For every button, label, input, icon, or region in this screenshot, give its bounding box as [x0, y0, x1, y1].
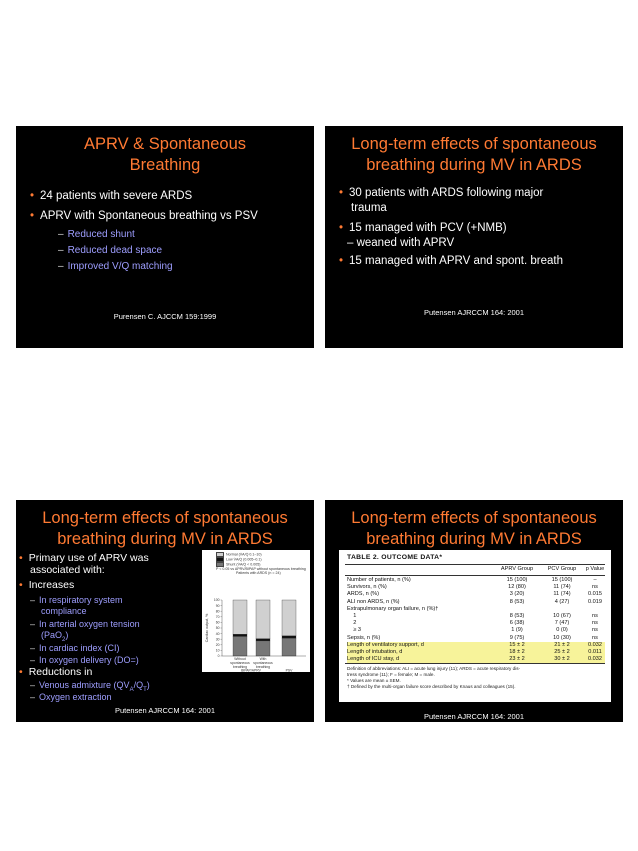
- table-cell: 0.032: [588, 641, 602, 648]
- bar-segment-shunt: [282, 638, 296, 656]
- legend-label: Low V̇A/Q̇ (0.005–0.1): [226, 557, 262, 562]
- table-cell: Number of patients, n (%): [347, 577, 411, 583]
- table-row: [347, 649, 605, 656]
- bar-segment-normal: [282, 600, 296, 636]
- table-cell: Length of ventilatory support, d: [347, 641, 424, 648]
- sub-bullet: – Oxygen extraction: [30, 692, 112, 702]
- y-tick-label: 100: [213, 598, 220, 603]
- chart-note: Patients with ARDS (n = 24): [236, 571, 281, 576]
- table-row: [347, 584, 605, 591]
- cat2-line2: spontaneous: [253, 661, 273, 665]
- sub-text: In respiratory system: [39, 595, 123, 605]
- table-row: [347, 620, 605, 627]
- bullet: • Primary use of APRV was: [19, 552, 149, 564]
- table-row: [347, 627, 605, 634]
- sub-text: Venous admixture (QV: [39, 680, 130, 690]
- sub-bullet: – Reduced shunt: [58, 229, 135, 240]
- y-tick-label: 90: [215, 603, 220, 608]
- citation: Purensen C. AJCCM 159:1999: [113, 312, 217, 321]
- citation: Putensen AJRCCM 164: 2001: [114, 706, 216, 715]
- sub-bullet: – In cardiac index (CI): [30, 643, 120, 653]
- cat1-line1: Without: [234, 657, 246, 661]
- table-cell: 4 (27): [554, 598, 570, 605]
- sub-bullet: – Reduced dead space: [58, 245, 163, 256]
- bar-segment-shunt: [256, 641, 270, 656]
- table-cell: 15 (100): [506, 577, 528, 583]
- bullet: • 24 patients with severe ARDS: [30, 190, 193, 202]
- bar-segment-low-v-a-q-: [282, 636, 296, 638]
- bullet: • 30 patients with ARDS following major: [339, 187, 544, 199]
- table-cell: ns: [592, 620, 598, 627]
- slide-1: [16, 126, 314, 348]
- table-cell: 0 (0): [556, 627, 568, 634]
- table-header-row: [347, 566, 605, 573]
- table-cell: 25 ± 2: [554, 649, 570, 655]
- header-cell: PCV Group: [547, 566, 577, 572]
- y-tick-label: 70: [215, 615, 220, 619]
- sub-text: /Q: [133, 680, 144, 690]
- bullet-text: 30 patients with ARDS following major: [349, 187, 544, 199]
- table-cell: ns: [592, 613, 598, 619]
- shunt-chart: [202, 550, 310, 672]
- bullet-continuation: [347, 236, 615, 250]
- bullet-text: 15 managed with PCV (+NMB): [349, 222, 507, 234]
- chart-note: P < 0.05 vs APRV/BIPAP without spontaneous breathing: [216, 567, 306, 571]
- subscript: 2: [62, 636, 66, 643]
- table-cell: 15 (100): [551, 577, 573, 583]
- sub-text: compliance: [41, 606, 87, 616]
- sub-text: ): [146, 680, 150, 690]
- table-row: [347, 613, 605, 620]
- title-line: Long-term effects of spontaneous: [351, 509, 597, 527]
- y-tick-label: 50: [215, 626, 220, 631]
- bullet-text: – weaned with APRV: [347, 237, 455, 249]
- y-tick-label: 60: [215, 620, 220, 625]
- table-cell: 0.011: [588, 649, 602, 655]
- table-cell: 21 ± 2: [554, 641, 570, 648]
- legend-label: Normal (V̇A/Q̇ 0.1–10): [226, 552, 262, 557]
- cat2-line1: With: [259, 657, 267, 661]
- table-cell: 6 (38): [509, 620, 525, 627]
- table-cell: Extrapulmonary organ failure, n (%)†: [347, 605, 439, 612]
- table-cell: 23 ± 2: [509, 656, 525, 663]
- table-cell: Survivors, n (%): [347, 584, 387, 591]
- slide-3-title: [16, 508, 314, 550]
- slide-1-title: [16, 134, 314, 176]
- table-cell: 10 (30): [553, 634, 571, 641]
- group1-label: BIPAP/APRV: [241, 668, 261, 672]
- sub-text: Improved V/Q matching: [67, 261, 173, 272]
- chart-ylabel: Cardiac output, %: [205, 613, 209, 643]
- outcome-table: [339, 550, 611, 702]
- header-cell: APRV Group: [500, 566, 534, 572]
- bar-segment-low-v-a-q-: [256, 639, 270, 641]
- bullet-text: Primary use of APRV was: [28, 552, 149, 564]
- table-cell: 30 ± 2: [554, 656, 570, 663]
- slide-2: [325, 126, 623, 348]
- y-tick-label: 40: [215, 631, 220, 636]
- bullet-text: trauma: [351, 202, 387, 214]
- footnote: † Defined by the multi-organ failure score described by Knaus and colleagues (15).: [347, 684, 516, 689]
- cat1-line2: spontaneous: [230, 661, 250, 665]
- table-cell: ≥ 3: [347, 627, 361, 634]
- title-line: APRV & Spontaneous: [83, 135, 247, 153]
- table-cell: 11 (74): [553, 591, 571, 598]
- title-line: breathing during MV in ARDS: [57, 530, 273, 548]
- sub-text: In oxygen delivery (DO=): [39, 655, 139, 665]
- sub-text: In cardiac index (CI): [39, 643, 120, 653]
- bullet-text: Reductions in: [28, 666, 93, 678]
- table-row: [347, 599, 605, 606]
- title-line: Long-term effects of spontaneous: [42, 509, 288, 527]
- table-cell: 8 (53): [509, 598, 525, 605]
- subscript: T: [143, 686, 147, 693]
- table-cell: Sepsis, n (%): [347, 634, 381, 641]
- footnote: tress syndrome (11); F = female; M = male.: [347, 672, 435, 677]
- bar-segment-normal: [233, 600, 247, 634]
- sub-bullet: – In arterial oxygen tension: [30, 619, 140, 629]
- sub-text: Reduced dead space: [67, 245, 163, 256]
- subscript: A: [129, 686, 134, 693]
- y-tick-label: 0: [217, 654, 220, 659]
- sub-text: ): [65, 630, 69, 640]
- bullet: • APRV with Spontaneous breathing vs PSV: [30, 210, 258, 222]
- footnote: * Values are mean ± SEM.: [347, 678, 401, 683]
- bullet: • Reductions in: [19, 666, 93, 678]
- sub-bullet: – In respiratory system: [30, 595, 123, 605]
- bar-segment-normal: [256, 600, 270, 639]
- table-cell: 11 (74): [553, 584, 571, 591]
- table-cell: ns: [592, 634, 598, 641]
- sub-bullet: – Improved V/Q matching: [58, 261, 173, 272]
- header-cell: p Value: [585, 566, 605, 572]
- table-cell: 9 (75): [509, 634, 525, 641]
- title-line: breathing during MV in ARDS: [366, 530, 582, 548]
- table-cell: ns: [592, 584, 598, 591]
- bullet-text: 24 patients with severe ARDS: [40, 190, 193, 202]
- bar-segment-shunt: [233, 636, 247, 656]
- table-row: [347, 642, 605, 649]
- y-tick-label: 20: [215, 643, 220, 647]
- bullet-text: associated with:: [30, 564, 105, 576]
- bullet-text: APRV with Spontaneous breathing vs PSV: [40, 210, 258, 222]
- table-cell: 12 (80): [508, 584, 526, 591]
- y-tick-label: 80: [215, 609, 220, 614]
- table-cell: Length of ICU stay, d: [347, 656, 400, 663]
- table-cell: 0.015: [588, 591, 602, 598]
- table-cell: 0.032: [588, 656, 602, 663]
- table-cell: 15 ± 2: [509, 641, 525, 648]
- y-tick-label: 30: [215, 637, 220, 642]
- table-cell: 0.019: [588, 598, 602, 605]
- slide-4: [325, 500, 623, 722]
- sub-text: In arterial oxygen tension: [39, 619, 140, 629]
- table-cell: 10 (67): [553, 613, 571, 619]
- table-cell: ARDS, n (%): [347, 591, 380, 598]
- table-cell: 1 (9): [511, 627, 523, 634]
- bullet: • Increases: [19, 579, 75, 591]
- citation: Putensen AJRCCM 164: 2001: [423, 712, 525, 721]
- table-cell: 18 ± 2: [509, 649, 525, 655]
- bullet-text: 15 managed with APRV and spont. breath: [349, 255, 563, 267]
- table-cell: 7 (47): [554, 620, 570, 627]
- sub-bullet: – Venous admixture $(QV_A/Q_T)$: [30, 680, 150, 693]
- table-cell: ALI non ARDS, n (%): [347, 598, 400, 605]
- slide-3: [16, 500, 314, 722]
- slide-4-title: [325, 508, 623, 550]
- citation: Putensen AJRCCM 164: 2001: [423, 308, 525, 317]
- table-cell: 8 (53): [509, 613, 525, 619]
- sub-bullet-continuation: [41, 606, 87, 617]
- title-line: Breathing: [129, 156, 201, 174]
- sub-text: Reduced shunt: [67, 229, 135, 240]
- cat2-line3: breathing: [255, 665, 271, 669]
- title-line: breathing during MV in ARDS: [366, 156, 582, 174]
- y-tick-label: 10: [215, 648, 220, 653]
- table-title: TABLE 2. OUTCOME DATA*: [347, 554, 443, 561]
- table-cell: ns: [592, 627, 598, 634]
- table-row: [347, 635, 605, 642]
- title-line: Long-term effects of spontaneous: [351, 135, 597, 153]
- table-row: [347, 577, 605, 584]
- bullet: • 15 managed with PCV (+NMB): [339, 222, 507, 234]
- sub-text: Oxygen extraction: [39, 692, 112, 702]
- table-cell: 2: [347, 620, 357, 627]
- legend-label: Shunt (V̇A/Q̇ < 0.005): [226, 562, 261, 567]
- bullet-continuation: [351, 201, 615, 215]
- footnote: Definition of abbreviations: ALI = acute lung injury (11); ARDS = acute respiratory dis-: [347, 666, 521, 671]
- cat1-line3: breathing: [232, 665, 248, 669]
- sub-text: (PaO: [41, 630, 63, 640]
- chart-svg: [202, 550, 310, 672]
- table-row: [347, 606, 605, 613]
- table-cell: 3 (20): [509, 591, 525, 598]
- slide-2-title: [325, 134, 623, 176]
- bullet: • 15 managed with APRV and spont. breath: [339, 255, 563, 267]
- bullet-text: Increases: [28, 579, 75, 591]
- table-cell: 1: [347, 613, 357, 619]
- group2-label: PSV: [285, 668, 293, 672]
- table-row: [347, 591, 605, 598]
- table-cell: –: [593, 577, 597, 583]
- sub-bullet: – In oxygen delivery (DO=): [30, 655, 139, 665]
- table-cell: Length of intubation, d: [347, 649, 403, 655]
- bar-segment-low-v-a-q-: [233, 634, 247, 636]
